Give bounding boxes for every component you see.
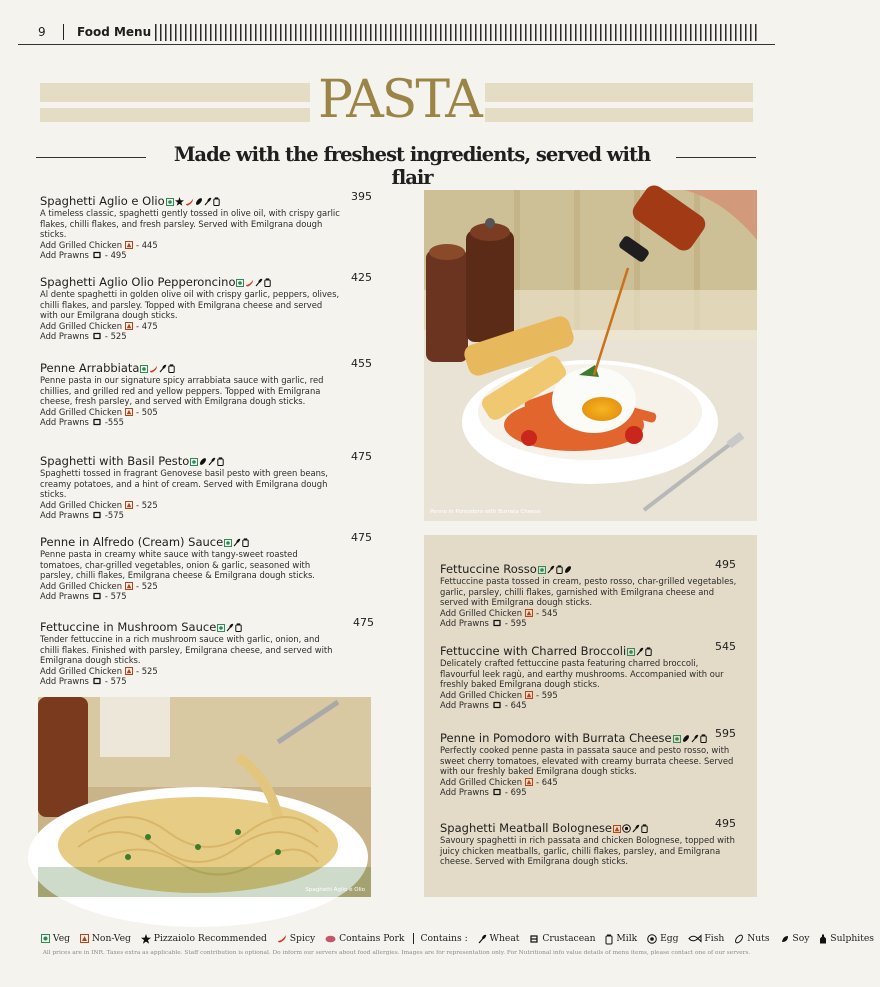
subtitle-rule-left: [36, 157, 146, 158]
milk-icon: [168, 364, 175, 373]
crustacean-icon: [529, 934, 539, 944]
addon-label: Add Prawns: [440, 618, 489, 629]
legend-soy: Soy: [792, 933, 810, 944]
menu-item-name: Spaghetti Aglio Olio Pepperoncino: [40, 275, 236, 289]
menu-item-description: Spaghetti tossed in fragrant Genovese basil pesto with green beans, creamy potatoes, and a hint of cream. Served with Emilgrana dough sticks.: [40, 468, 328, 500]
addon-prawns: [40, 676, 340, 687]
legend-crustacean: Crustacean: [542, 933, 596, 944]
addon-price: -575: [104, 510, 124, 521]
milk-icon: [556, 565, 563, 574]
addon-label: Add Prawns: [440, 787, 489, 798]
menu-item-description: Savoury spaghetti in rich passata and chicken Bolognese, topped with juicy chicken meatballs, garlic, chilli flakes, parsley, and Emilgrana cheese. Served with Emilgrana dough sticks.: [440, 835, 735, 867]
addon-price: - 445: [136, 239, 158, 250]
wheat-icon: [233, 538, 241, 547]
addon-chicken: [440, 690, 740, 701]
legend-milk: Milk: [616, 933, 638, 944]
veg-icon: [166, 198, 174, 206]
addon-price: -555: [104, 417, 124, 428]
menu-item: [40, 190, 372, 261]
pork-icon: [325, 935, 336, 943]
legend-veg: Veg: [52, 933, 71, 944]
addon-prawns: [440, 618, 740, 629]
addon-price: - 545: [536, 607, 558, 618]
addon-label: Add Grilled Chicken: [40, 665, 123, 676]
spicy-icon: [185, 198, 194, 206]
addon-price: - 525: [136, 580, 158, 591]
addon-label: Add Grilled Chicken: [40, 499, 123, 510]
menu-item-name: Fettuccine Rosso: [440, 562, 537, 576]
wheat-icon: [159, 364, 167, 373]
addon-price: - 475: [136, 320, 158, 331]
addon-chicken: [40, 666, 340, 677]
milk-icon: [641, 824, 648, 833]
addon-prawns: [40, 331, 340, 342]
milk-icon: [217, 457, 224, 466]
addon-label: Add Grilled Chicken: [440, 607, 523, 618]
menu-item-name: Fettuccine with Charred Broccoli: [440, 644, 627, 658]
soy-icon: [780, 934, 790, 944]
chicken-icon: [125, 408, 133, 416]
addon-label: Add Prawns: [40, 417, 89, 428]
addon-prawns: [40, 591, 340, 602]
addon-label: Add Grilled Chicken: [440, 776, 523, 787]
menu-item: [40, 271, 372, 342]
decorative-bars: [155, 24, 760, 41]
milk-icon: [235, 623, 242, 632]
wheat-icon: [208, 457, 216, 466]
addon-chicken: [40, 240, 340, 251]
menu-item-description: Al dente spaghetti in golden olive oil with crispy garlic, peppers, olives, chilli flakes, and parsley. Topped with Emilgrana cheese and served with our Emilgrana dough sticks.: [40, 289, 340, 321]
addon-prawns: [40, 250, 340, 261]
nuts-icon: [564, 565, 572, 574]
legend-nonveg: Non-Veg: [91, 933, 131, 944]
addon-chicken: [440, 608, 740, 619]
prawns-icon: [492, 701, 502, 709]
top-bar: [0, 0, 793, 46]
title-band-right-2: [485, 108, 753, 122]
menu-item-price: 495: [715, 558, 736, 571]
veg-icon: [190, 458, 198, 466]
addon-label: Add Prawns: [40, 331, 89, 342]
nonveg-icon: [613, 825, 621, 833]
legend-spicy: Spicy: [289, 933, 316, 944]
addon-prawns: [40, 417, 340, 428]
addon-price: - 595: [504, 618, 527, 629]
menu-item-description: Tender fettuccine in a rich mushroom sauce with garlic, onion, and chilli flakes. Finished with parsley, Emilgrana cheese, and served with Emilgrana dough sticks.: [40, 634, 333, 666]
chicken-icon: [525, 778, 533, 786]
menu-item-header: [40, 271, 372, 289]
addon-prawns: [440, 700, 740, 711]
legend-nuts: Nuts: [747, 933, 770, 944]
addon-label: Add Prawns: [40, 510, 89, 521]
menu-item-price: 395: [351, 190, 372, 203]
menu-item-header: [40, 190, 372, 208]
wheat-icon: [204, 197, 212, 206]
title-band-right-1: [485, 83, 753, 102]
menu-item: [440, 817, 740, 867]
milk-icon: [242, 538, 249, 547]
egg-icon: [622, 824, 631, 833]
addon-chicken: [440, 777, 740, 788]
menu-item-name: Penne in Alfredo (Cream) Sauce: [40, 535, 224, 549]
veg-icon: [140, 365, 148, 373]
addon-label: Add Grilled Chicken: [40, 406, 123, 417]
menu-item-price: 475: [351, 531, 372, 544]
legend-contains: Contains :: [413, 933, 467, 944]
photo-caption-top: Penne in Pomodoro with Burrata Cheese: [430, 509, 541, 515]
title-band-left-1: [40, 83, 310, 102]
page-title: PASTA: [318, 70, 481, 130]
allergen-legend: [40, 933, 875, 947]
legend-sulphites: Sulphites: [830, 933, 875, 944]
addon-price: - 645: [536, 776, 558, 787]
addon-label: Add Prawns: [40, 591, 89, 602]
wheat-icon: [478, 934, 487, 944]
menu-item-name: Spaghetti with Basil Pesto: [40, 454, 190, 468]
sulphites-icon: [819, 934, 827, 944]
section-label: Food Menu: [77, 25, 152, 39]
spicy-icon: [245, 279, 254, 287]
menu-item-name: Fettuccine in Mushroom Sauce: [40, 620, 217, 634]
addon-price: - 575: [104, 591, 127, 602]
chicken-icon: [125, 667, 133, 675]
addon-prawns: [440, 787, 740, 798]
addon-price: - 505: [136, 406, 158, 417]
prawns-icon: [92, 592, 102, 600]
veg-icon: [673, 735, 681, 743]
aglio-olio-photo: [38, 697, 371, 897]
addon-price: - 525: [136, 499, 158, 510]
wheat-icon: [636, 647, 644, 656]
menu-item-name: Penne in Pomodoro with Burrata Cheese: [440, 731, 672, 745]
menu-item-price: 495: [715, 817, 736, 830]
prawns-icon: [92, 418, 102, 426]
prawns-icon: [492, 788, 502, 796]
menu-item-header: [40, 616, 374, 634]
milk-icon: [264, 278, 271, 287]
page-number: 9: [38, 25, 46, 39]
veg-icon: [217, 624, 225, 632]
fish-icon: [688, 934, 701, 943]
prawns-icon: [92, 677, 102, 685]
addon-label: Add Prawns: [40, 676, 89, 687]
nuts-icon: [199, 457, 207, 466]
veg-icon: [627, 648, 635, 656]
menu-item: [40, 616, 374, 687]
menu-item-price: 455: [351, 357, 372, 370]
veg-icon: [224, 539, 232, 547]
prawns-icon: [492, 619, 502, 627]
addon-chicken: [40, 500, 340, 511]
veg-icon: [538, 566, 546, 574]
addon-price: - 695: [504, 787, 527, 798]
photo-caption-bottom: Spaghetti Aglio e Olio: [305, 887, 365, 893]
menu-item-name: Spaghetti Aglio e Olio: [40, 194, 165, 208]
menu-item-description: Penne pasta in our signature spicy arrabbiata sauce with garlic, red chillies, and grilled red and yellow peppers. Topped with Emilgrana cheese, fresh parsley, and served with Emilgrana dough sticks.: [40, 375, 324, 407]
menu-item-description: Perfectly cooked penne pasta in passata sauce and pesto rosso, with sweet cherry tomatoes, elevated with creamy burrata cheese. Served with our freshly baked Emilgrana dough sticks.: [440, 745, 734, 777]
nuts-icon: [195, 197, 203, 206]
addon-label: Add Grilled Chicken: [40, 239, 123, 250]
menu-item-name: Spaghetti Meatball Bolognese: [440, 821, 613, 835]
nuts-icon: [682, 734, 690, 743]
burrata-pasta-photo: [424, 190, 757, 521]
disclaimer: All prices are in INR. Taxes extra as applicable. Staff contribution is optional. Do inform our servers about food allergies. Images are for representation only. For Nutritional info value details of menu items, please contact one of our servers.: [42, 950, 751, 956]
menu-item-header: [440, 558, 740, 576]
spicy-icon: [149, 365, 158, 373]
milk-icon: [213, 197, 220, 206]
menu-item-header: [440, 727, 740, 745]
menu-item-name: Penne Arrabbiata: [40, 361, 140, 375]
menu-item: [440, 558, 740, 629]
legend-wheat: Wheat: [489, 933, 520, 944]
menu-item-header: [40, 531, 372, 549]
prawns-icon: [92, 251, 102, 259]
menu-item-price: 545: [715, 640, 736, 653]
addon-chicken: [40, 581, 340, 592]
addon-label: Add Grilled Chicken: [40, 580, 123, 591]
nuts-icon: [734, 934, 744, 944]
page-subtitle: Made with the freshest ingredients, served with flair: [173, 143, 651, 189]
egg-icon: [647, 934, 657, 944]
menu-item-description: Penne pasta in creamy white sauce with tangy-sweet roasted tomatoes, char-grilled vegetables, onion & garlic, seasoned with parsley, chilli flakes, Emilgrana cheese & Emilgrana dough sticks.: [40, 549, 315, 581]
chicken-icon: [125, 501, 133, 509]
legend-pork: Contains Pork: [339, 933, 405, 944]
addon-label: Add Grilled Chicken: [440, 689, 523, 700]
wheat-icon: [632, 824, 640, 833]
wheat-icon: [691, 734, 699, 743]
chicken-icon: [125, 322, 133, 330]
addon-chicken: [40, 321, 340, 332]
addon-label: Add Prawns: [440, 700, 489, 711]
header-divider: [63, 24, 64, 40]
menu-item-header: [40, 450, 372, 468]
addon-label: Add Grilled Chicken: [40, 320, 123, 331]
legend-fish: Fish: [704, 933, 725, 944]
nonveg-icon: [80, 934, 89, 943]
wheat-icon: [255, 278, 263, 287]
legend-egg: Egg: [660, 933, 679, 944]
menu-item: [440, 640, 740, 711]
wheat-icon: [547, 565, 555, 574]
addon-price: - 575: [104, 676, 127, 687]
header-rule: [18, 44, 775, 45]
title-band-left-2: [40, 108, 310, 122]
menu-item-price: 475: [353, 616, 374, 629]
chicken-icon: [125, 241, 133, 249]
menu-item: [40, 531, 372, 602]
prawns-icon: [92, 511, 102, 519]
menu-item-description: Fettuccine pasta tossed in cream, pesto rosso, char-grilled vegetables, garlic, parsley, chilli flakes, garnished with Emilgrana cheese and served with Emilgrana dough sticks.: [440, 576, 737, 608]
addon-label: Add Prawns: [40, 250, 89, 261]
addon-price: - 495: [104, 250, 127, 261]
chicken-icon: [125, 582, 133, 590]
veg-icon: [236, 279, 244, 287]
menu-item: [40, 357, 372, 428]
menu-item-price: 595: [715, 727, 736, 740]
chicken-icon: [525, 609, 533, 617]
wheat-icon: [226, 623, 234, 632]
addon-price: - 595: [536, 689, 558, 700]
milk-icon: [605, 934, 613, 944]
menu-item-description: Delicately crafted fettuccine pasta featuring charred broccoli, flavourful leek ragù, and earthy mushrooms. Accompanied with our freshly baked Emilgrana dough sticks.: [440, 658, 724, 690]
menu-item-price: 425: [351, 271, 372, 284]
addon-price: - 525: [104, 331, 127, 342]
chicken-icon: [525, 691, 533, 699]
addon-price: - 645: [504, 700, 527, 711]
menu-item: [440, 727, 740, 798]
menu-item-header: [440, 817, 740, 835]
menu-item-header: [40, 357, 372, 375]
menu-item-header: [440, 640, 740, 658]
recommended-icon: [141, 934, 151, 944]
milk-icon: [645, 647, 652, 656]
prawns-icon: [92, 332, 102, 340]
legend-recommended: Pizzaiolo Recommended: [153, 933, 267, 944]
addon-prawns: [40, 510, 340, 521]
menu-item: [40, 450, 372, 521]
recommended-icon: [175, 197, 184, 206]
spicy-icon: [277, 934, 287, 943]
addon-chicken: [40, 407, 340, 418]
menu-item-description: A timeless classic, spaghetti gently tossed in olive oil, with crispy garlic flakes, chilli flakes, and fresh parsley. Served with Emilgrana dough sticks.: [40, 208, 340, 240]
addon-price: - 525: [136, 665, 158, 676]
milk-icon: [700, 734, 707, 743]
subtitle-rule-right: [676, 157, 756, 158]
veg-icon: [41, 934, 50, 943]
menu-item-price: 475: [351, 450, 372, 463]
